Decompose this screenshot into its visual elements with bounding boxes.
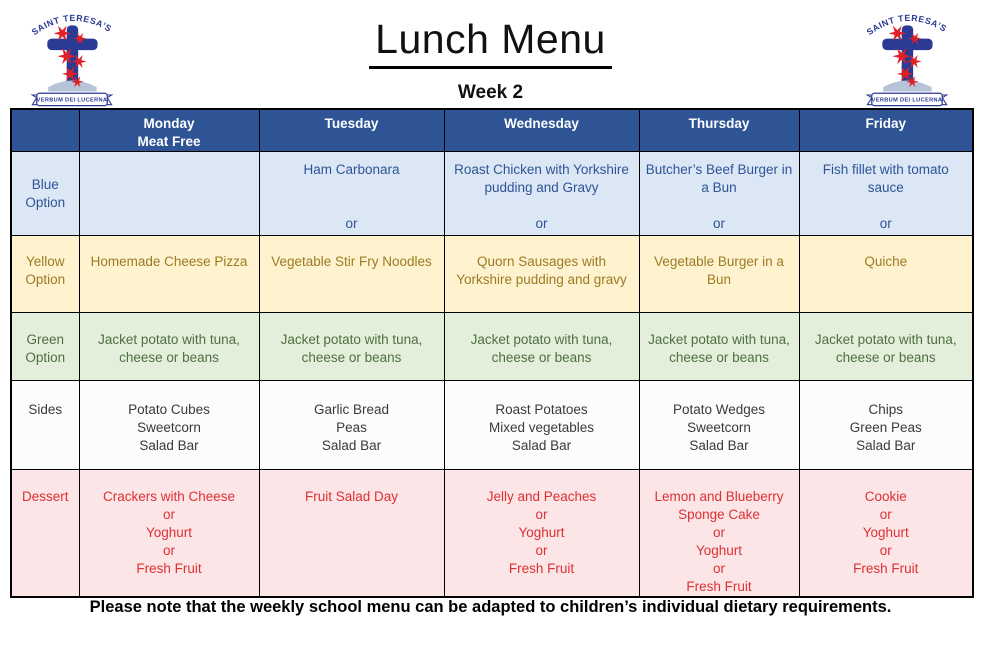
cell-sides-monday [79,381,259,470]
menu-line: Potato Cubes [128,402,210,417]
week-subtitle: Week 2 [457,82,524,103]
menu-line: Potato Wedges [672,402,766,417]
menu-line: Yoghurt [695,543,743,558]
menu-line: Fresh Fruit [686,579,752,594]
row-label-blue-option [11,152,79,236]
school-crest-logo-right [851,6,963,110]
menu-line: Tuesday [324,116,379,131]
cell-dessert-monday [79,470,259,598]
row-label-green-option [11,313,79,381]
menu-line: Jacket potato with tuna, cheese or beans [98,332,240,365]
menu-line: Peas [336,420,367,435]
menu-line: Meat Free [137,134,201,149]
motto-banner [867,93,946,105]
table-header-row [11,109,973,152]
menu-line: Lemon and Blueberry Sponge Cake [654,489,784,522]
header-corner-cell [11,109,79,152]
menu-line: Chips [868,402,903,417]
header-wednesday [444,109,639,152]
dietary-note: Please note that the weekly school menu can be adapted to children’s individual dietary requirements. [89,598,892,616]
menu-line: Wednesday [504,116,579,131]
cell-sides-wednesday [444,381,639,470]
cell-yellow-friday [799,236,973,313]
menu-line: Option [25,272,66,287]
cell-green-friday [799,313,973,381]
cell-yellow-thursday [639,236,799,313]
menu-line: Yoghurt [518,525,565,540]
menu-line: Jelly and Peaches [486,489,597,504]
menu-line: Option [25,350,66,365]
menu-line [449,197,635,215]
menu-line: Salad Bar [139,438,199,453]
cell-yellow-tuesday [259,236,444,313]
cell-dessert-wednesday [444,470,639,598]
menu-line: Jacket potato with tuna, cheese or beans [470,332,613,365]
menu-line: Fresh Fruit [853,561,919,576]
header-friday [799,109,973,152]
cell-dessert-friday [799,470,973,598]
cell-green-wednesday [444,313,639,381]
menu-line: Jacket potato with tuna, cheese or beans [648,332,790,365]
cell-blue-friday [799,152,973,236]
menu-line: Dessert [21,489,69,504]
menu-line: Blue [31,177,59,192]
menu-line: or [712,216,725,231]
row-yellow-option [11,236,973,313]
menu-line: Roast Chicken with Yorkshire pudding and Gravy [454,162,629,195]
menu-line: or [879,507,892,522]
menu-line: Salad Bar [321,438,382,453]
menu-line [264,179,440,197]
row-blue-option [11,152,973,236]
menu-line: Crackers with Cheese [102,489,236,504]
school-name-arc-text: SAINT TERESA’S [864,12,949,38]
header-monday [79,109,259,152]
menu-line: or [535,507,548,522]
cell-green-monday [79,313,259,381]
menu-line: Garlic Bread [313,402,390,417]
menu-line: Mixed vegetables [488,420,595,435]
cell-yellow-wednesday [444,236,639,313]
menu-line: or [345,216,358,231]
menu-line: Homemade Cheese Pizza [90,254,248,269]
menu-line: Salad Bar [856,438,916,453]
header-tuesday [259,109,444,152]
cell-yellow-monday [79,236,259,313]
menu-line: or [879,543,892,558]
menu-line: Yoghurt [862,525,909,540]
cell-dessert-tuesday [259,470,444,598]
menu-line: Sides [28,402,63,417]
school-name-arc-text: SAINT TERESA’S [29,12,114,38]
menu-line: or [535,216,548,231]
menu-line: Jacket potato with tuna, cheese or beans [280,332,423,365]
menu-line: Fish fillet with tomato sauce [822,162,949,195]
row-dessert [11,470,973,598]
weekly-menu-table [10,108,974,598]
cell-green-thursday [639,313,799,381]
menu-line: Fruit Salad Day [304,489,399,504]
menu-line: Friday [865,116,906,131]
header-title-block [0,0,981,104]
menu-line: Ham Carbonara [303,162,400,177]
menu-line: or [879,216,892,231]
cell-blue-tuesday [259,152,444,236]
row-label-dessert [11,470,79,598]
menu-line: Vegetable Burger in a Bun [654,254,784,287]
motto-text: VERBUM DEI LUCERNA [871,97,943,104]
cell-sides-thursday [639,381,799,470]
cell-sides-tuesday [259,381,444,470]
menu-line: Cookie [864,489,907,504]
cell-green-tuesday [259,313,444,381]
menu-line: Yoghurt [145,525,193,540]
row-label-yellow-option [11,236,79,313]
menu-line: Quorn Sausages with Yorkshire pudding and gravy [456,254,627,287]
menu-line: Fresh Fruit [136,561,202,576]
menu-line: Roast Potatoes [495,402,588,417]
menu-line: Fresh Fruit [508,561,575,576]
menu-line: Monday [143,116,195,131]
row-label-sides [11,381,79,470]
menu-line: Sweetcorn [687,420,751,435]
row-green-option [11,313,973,381]
cell-blue-thursday [639,152,799,236]
menu-line: Sweetcorn [137,420,201,435]
menu-line: Thursday [688,116,750,131]
menu-line: Jacket potato with tuna, cheese or beans [814,332,957,365]
menu-line [644,197,795,215]
menu-line: or [535,543,548,558]
menu-line: Butcher’s Beef Burger in a Bun [645,162,793,195]
menu-line: Yellow [25,254,65,269]
header-thursday [639,109,799,152]
menu-line: Green [26,332,65,347]
menu-line: Salad Bar [689,438,749,453]
motto-text: VERBUM DEI LUCERNA [36,97,108,104]
motto-banner [32,93,111,105]
menu-line: or [712,525,725,540]
school-crest-logo-left [16,6,128,110]
cell-sides-friday [799,381,973,470]
menu-line [264,197,440,215]
menu-line: Salad Bar [511,438,572,453]
menu-line: or [162,507,175,522]
page-title: Lunch Menu [369,16,612,69]
row-sides [11,381,973,470]
cell-dessert-thursday [639,470,799,598]
menu-line: Green Peas [849,420,922,435]
menu-line: or [162,543,175,558]
menu-line: or [712,561,725,576]
menu-line: Vegetable Stir Fry Noodles [271,254,432,269]
menu-line: Option [25,195,66,210]
cell-blue-monday [79,152,259,236]
menu-line: Quiche [864,254,908,269]
menu-line [804,197,969,215]
cell-blue-wednesday [444,152,639,236]
